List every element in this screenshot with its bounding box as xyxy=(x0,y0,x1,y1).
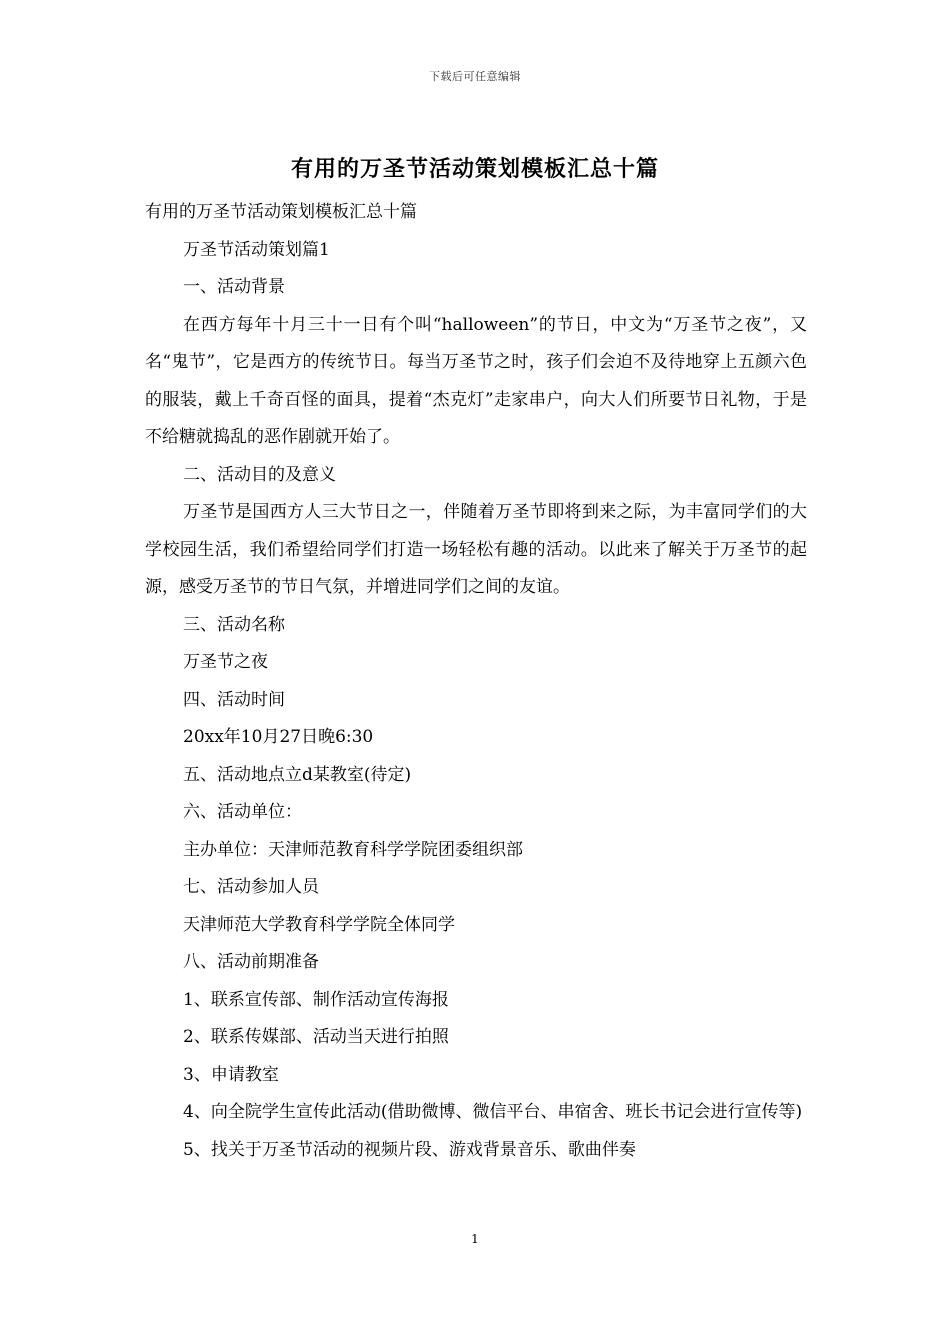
paragraph: 有用的万圣节活动策划模板汇总十篇 xyxy=(145,202,417,222)
document-title: 有用的万圣节活动策划模板汇总十篇 xyxy=(290,156,659,182)
paragraph: 主办单位：天津师范教育科学学院团委组织部 xyxy=(183,839,523,860)
list-item: 3、申请教室 xyxy=(183,1064,279,1085)
page-number: 1 xyxy=(471,1232,479,1246)
section-heading: 一、活动背景 xyxy=(183,277,285,297)
list-item: 4、向全院学生宣传此活动(借助微博、微信平台、串宿舍、班长书记会进行宣传等) xyxy=(183,1102,803,1122)
list-item: 5、找关于万圣节活动的视频片段、游戏背景音乐、歌曲伴奏 xyxy=(183,1139,636,1160)
section-heading: 八、活动前期准备 xyxy=(183,952,319,972)
paragraph: 万圣节是国西方人三大节日之一，伴随着万圣节即将到来之际，为丰富同学们的大学校园生活，我们希望给同学们打造一场轻松有趣的活动。以此来了解关于万圣节的起源，感受万圣节的节日气氛，并增进同学们之间的友谊。 xyxy=(145,502,807,597)
section-heading: 三、活动名称 xyxy=(183,614,285,635)
paragraph: 万圣节活动策划篇1 xyxy=(183,239,330,260)
section-heading: 五、活动地点立d某教室(待定) xyxy=(183,764,412,785)
paragraph: 20xx年10月27日晚6:30 xyxy=(183,727,374,747)
section-heading: 七、活动参加人员 xyxy=(183,877,319,897)
section-heading: 二、活动目的及意义 xyxy=(183,464,336,485)
section-heading: 四、活动时间 xyxy=(183,689,285,710)
section-heading: 六、活动单位： xyxy=(183,802,302,822)
paragraph: 天津师范大学教育科学学院全体同学 xyxy=(183,914,455,935)
paragraph: 在西方每年十月三十一日有个叫“halloween”的节日，中文为“万圣节之夜”，又名“鬼节”，它是西方的传统节日。每当万圣节之时，孩子们会迫不及待地穿上五颜六色的服装，戴上千奇百怪的面具，提着“杰克灯”走家串户，向大人们所要节日礼物，于是不给糖就捣乱的恶作剧就开始了。 xyxy=(145,314,807,447)
list-item: 1、联系宣传部、制作活动宣传海报 xyxy=(183,989,449,1010)
header-note: 下载后可任意编辑 xyxy=(429,70,521,83)
list-item: 2、联系传媒部、活动当天进行拍照 xyxy=(183,1027,449,1047)
paragraph: 万圣节之夜 xyxy=(183,652,268,672)
document-body xyxy=(145,194,807,1169)
